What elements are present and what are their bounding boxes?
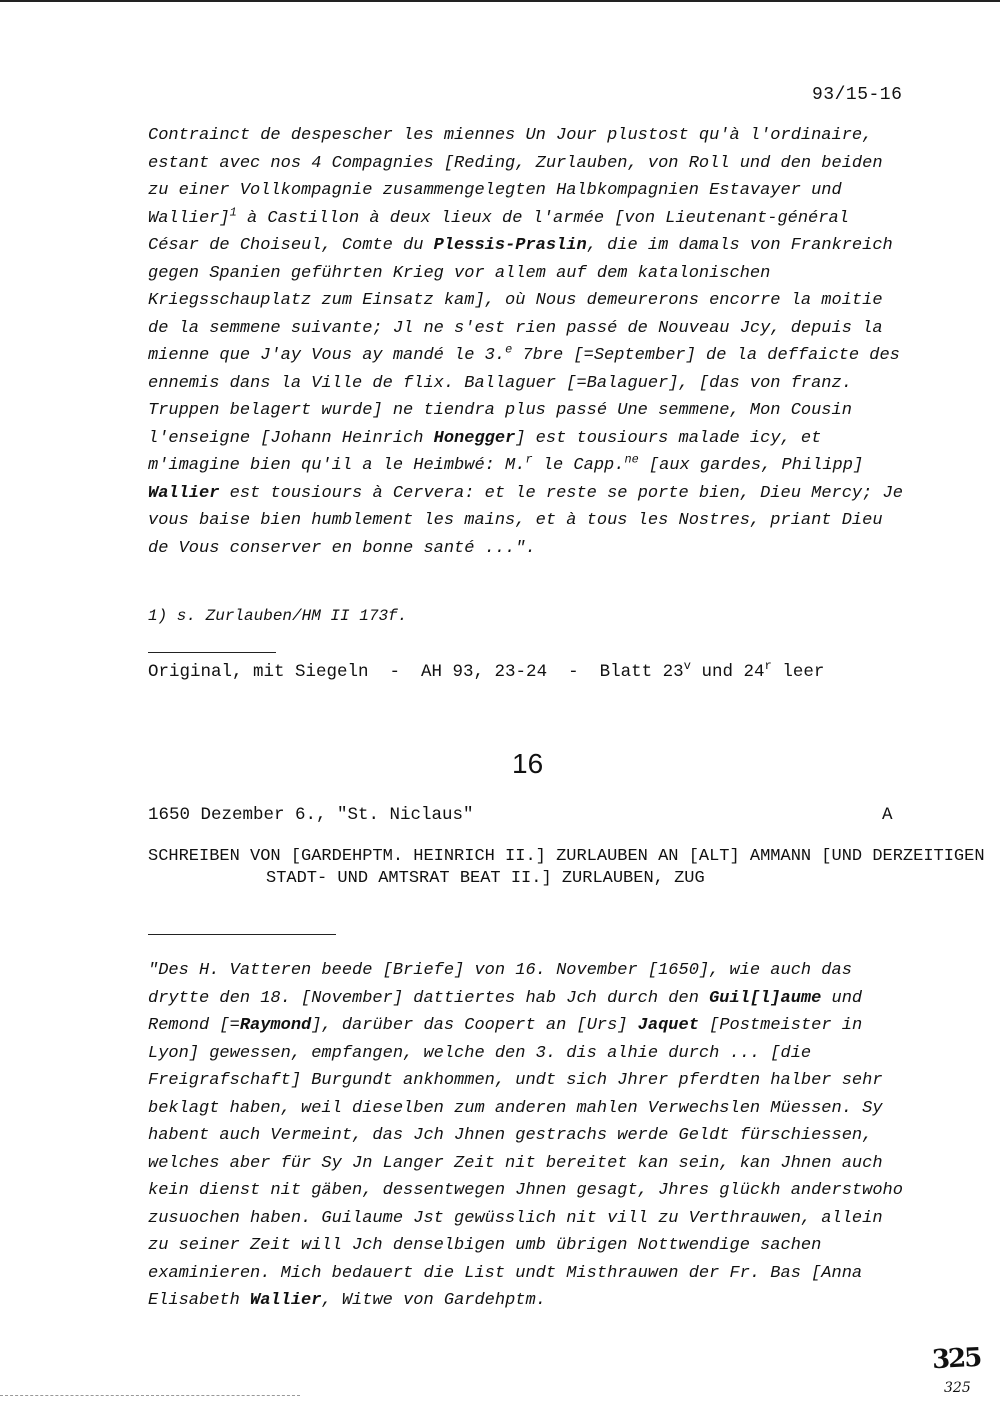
handwritten-page-number: 325 <box>944 1380 971 1396</box>
scan-edge-mark <box>0 1395 300 1397</box>
stamped-page-number: 325 <box>931 1342 982 1376</box>
letter-text-paragraph: Contrainct de despescher les miennes Un Jour plustost qu'à l'ordinaire, estant avec nos 4 Compagnies [Reding, Zurlauben, von Roll und den beiden zu einer Vollkompagnie zusammengelegten Halbkompagnien Estavayer und Wallier]$^1$ à Castillon à deux lieux de l'armée [von Lieutenant-général César de Choiseul, Comte du Plessis-Praslin, die im damals von Frankreich gegen Spanien geführten Krieg vor allem auf dem katalonischen Kriegsschauplatz zum Einsatz kam], où Nous demeurerons encorre la moitie de la semmene suivante; Jl ne s'est rien passé de Nouveau Jcy, depuis la mienne que J'ay Vous ay mandé le 3.$^e$ 7bre [=September] de la deffaicte des ennemis dans la Ville de flix. Ballaguer [=Balaguer], [das von franz. Truppen belagert wurde] ne tiendra plus passé Une semmene, Mon Cousin l'enseigne [Johann Heinrich Honegger] est tousiours malade icy, et m'imagine bien qu'il a le Heimbwé: M.$^r$ le Capp.$^{ne}$ [aux gardes, Philipp] Wallier est tousiours à Cervera: et le reste se porte bien, Dieu Mercy; Je vous baise bien humblement les mains, et à tous les Nostres, priant Dieu de Vous conserver en bonne santé ...". <box>148 126 903 558</box>
bold-name: Jaquet <box>637 1016 699 1035</box>
date-letter: A <box>882 805 893 825</box>
bold-name: Raymond <box>239 1016 312 1035</box>
document-number: 16 <box>512 748 544 779</box>
date-line: 1650 Dezember 6., "St. Niclaus" <box>148 805 474 825</box>
divider <box>148 934 336 935</box>
page-reference: 93/15-16 <box>812 85 903 105</box>
document-heading: SCHREIBEN VON [GARDEHPTM. HEINRICH II.] ZURLAUBEN AN [ALT] AMMANN [UND DERZEITIGEN STADT- UND AMTSRAT BEAT II.] ZURLAUBEN, ZUG <box>148 847 985 888</box>
source-note: Original, mit Siegeln - AH 93, 23-24 - Blatt 23$^v$ und 24$^r$ leer <box>148 659 825 682</box>
bold-name: Plessis-Praslin <box>433 236 587 255</box>
bold-name: Wallier <box>250 1291 322 1310</box>
bold-name: Guil[l]aume <box>709 988 822 1008</box>
bold-name: Honegger <box>433 428 516 448</box>
letter-text-paragraph: "Des H. Vatteren beede [Briefe] von 16. November [1650], wie auch das drytte den 18. [November] dattiertes hab Jch durch den Guil[l]aume und Remond [=Raymond], darüber das Coopert an [Urs] Jaquet [Postmeister in Lyon] gewessen, empfangen, welche den 3. dis alhie durch ... [die Freigrafschaft] Burgundt ankhommen, undt sich Jhrer pferdten halber sehr beklagt haben, weil dieselben zum anderen mahlen Verwechslen Müessen. Sy habent auch Vermeint, das Jch Jhnen gestrachs werde Geldt fürschiessen, welches aber für Sy Jn Langer Zeit nit bereitet kan sein, kan Jhnen auch kein dienst nit gäben, dessentwegen Jhnen gesagt, Jhres glückh anderstwoho zusuochen haben. Guilaume Jst gewüsslich nit vill zu Verthrauwen, allein zu seiner Zeit will Jch denselbigen umb übrigen Nottwendige sachen examinieren. Mich bedauert die List undt Misthrauwen der Fr. Bas [Anna Elisabeth Wallier, Witwe von Gardehptm. <box>148 961 903 1310</box>
footnote: 1) s. Zurlauben/HM II 173f. <box>148 607 408 625</box>
footnote-marker: 1 <box>229 204 237 219</box>
top-border-line <box>0 0 1000 2</box>
bold-name: Wallier <box>148 483 220 503</box>
divider <box>148 652 276 653</box>
